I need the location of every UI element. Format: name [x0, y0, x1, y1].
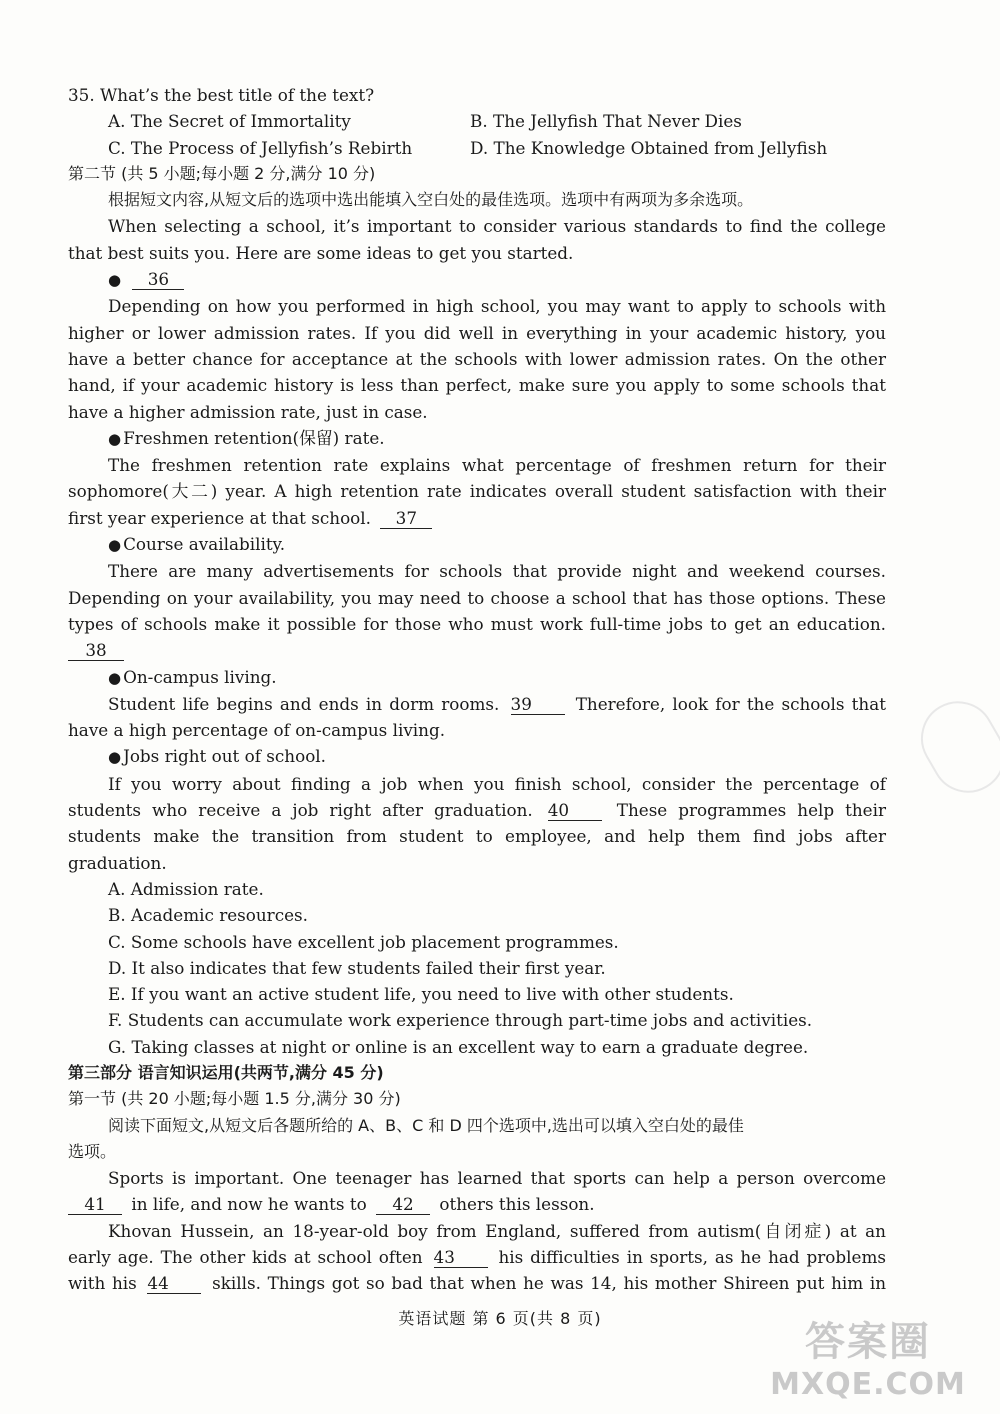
- bullet-icon: ●: [108, 271, 122, 290]
- cloze-text: with his: [68, 1273, 137, 1294]
- section-2-heading: 第二节 (共 5 小题;每小题 2 分,满分 10 分): [68, 163, 376, 183]
- part-3-section-1-heading: 第一节 (共 20 小题;每小题 1.5 分,满分 30 分): [68, 1089, 401, 1109]
- para5-line-1: If you worry about finding a job when you finish school, consider the percentage of: [108, 773, 886, 794]
- heading-course: [68, 531, 886, 558]
- cloze-text: skills. Things got so bad that when he was 14, his mother Shireen put him in: [212, 1273, 886, 1294]
- cloze-text: early age. The other kids at school often: [68, 1247, 423, 1268]
- para2-line-2: sophomore(大二) year. A high retention rate indicates overall student satisfaction with their: [68, 481, 886, 502]
- part-3-heading: 第三部分 语言知识运用(共两节,满分 45 分): [68, 1062, 384, 1082]
- para4-line-1: [68, 691, 886, 717]
- choice-c: C. Some schools have excellent job placement programmes.: [108, 931, 619, 952]
- section-2-instruction: 根据短文内容,从短文后的选项中选出能填入空白处的最佳选项。选项中有两项为多余选项。: [108, 190, 754, 210]
- cloze-text: his difficulties in sports, as he had problems: [498, 1247, 886, 1268]
- choice-g: G. Taking classes at night or online is an excellent way to earn a graduate degree.: [108, 1036, 809, 1057]
- para4-text-a: Student life begins and ends in dorm rooms.: [108, 693, 500, 714]
- option-d: D. The Knowledge Obtained from Jellyfish: [470, 137, 828, 158]
- heading-text: On-campus living.: [123, 666, 277, 687]
- blank-39: 39: [511, 695, 565, 715]
- cloze-text: others this lesson.: [439, 1194, 595, 1215]
- para2-text: first year experience at that school.: [68, 507, 371, 528]
- intro-line-1: When selecting a school, it’s important to consider various standards to find the college: [108, 216, 886, 237]
- cloze-line-2: [68, 1191, 886, 1217]
- para3-line-3: types of schools make it possible for those who must work full-time jobs to get an education.: [68, 613, 886, 634]
- watermark-line-2: MXQE.COM: [770, 1367, 966, 1402]
- para4-line-2: have a high percentage of on-campus living.: [68, 720, 446, 741]
- para4-text-b: Therefore, look for the schools that: [575, 693, 886, 714]
- para3-line-2: Depending on your availability, you may need to choose a school that has those options. These: [68, 587, 886, 608]
- blank-40: 40: [548, 801, 602, 821]
- part-3-instruction-1: 阅读下面短文,从短文后各题所给的 A、B、C 和 D 四个选项中,选出可以填入空白处的最佳: [108, 1115, 744, 1135]
- blank-36: 36: [132, 270, 184, 290]
- heading-36: [68, 266, 886, 293]
- watermark-line-1: 答案圈: [805, 1319, 931, 1365]
- para5-line-3: students make the transition from student to employee, and help them find jobs after: [68, 826, 886, 847]
- para1-line-1: Depending on how you performed in high school, you may want to apply to schools with: [108, 296, 886, 317]
- blank-43: 43: [434, 1248, 488, 1268]
- heading-text: Jobs right out of school.: [123, 746, 326, 767]
- question-35-stem: 35. What’s the best title of the text?: [68, 85, 375, 105]
- question-35-options-row1: [68, 108, 886, 134]
- bullet-icon: ●: [108, 429, 122, 448]
- intro-line-2: that best suits you. Here are some ideas to get you started.: [68, 242, 574, 263]
- option-b: B. The Jellyfish That Never Dies: [470, 111, 742, 132]
- bullet-icon: ●: [108, 668, 122, 687]
- bullet-icon: ●: [108, 748, 122, 767]
- blank-38: 38: [68, 641, 124, 661]
- option-a: A. The Secret of Immortality: [108, 111, 351, 132]
- cloze-line-1: Sports is important. One teenager has learned that sports can help a person overcome: [108, 1168, 886, 1189]
- para1-line-4: hand, if your academic history is less than perfect, make sure you apply to some schools that: [68, 375, 886, 396]
- para2-line-3: [68, 505, 886, 531]
- question-35-options-row2: [68, 135, 886, 161]
- bullet-icon: ●: [108, 536, 122, 555]
- para5-text-a: students who receive a job right after graduation.: [68, 800, 533, 821]
- option-c: C. The Process of Jellyfish’s Rebirth: [108, 137, 413, 158]
- choice-d: D. It also indicates that few students failed their first year.: [108, 957, 606, 978]
- para1-line-5: have a higher admission rate, just in case.: [68, 401, 428, 422]
- blank-44: 44: [147, 1274, 201, 1294]
- para5-line-4: graduation.: [68, 852, 167, 873]
- heading-text: Freshmen retention(保留) rate.: [123, 427, 385, 448]
- para5-text-b: These programmes help their: [616, 800, 886, 821]
- choice-f: F. Students can accumulate work experience through part-time jobs and activities.: [108, 1010, 813, 1031]
- para2-line-1: The freshmen retention rate explains what percentage of freshmen return for their: [108, 455, 886, 476]
- cloze-text: in life, and now he wants to: [131, 1194, 367, 1215]
- blank-42: 42: [376, 1195, 430, 1215]
- exam-page: [68, 82, 886, 1297]
- para3-line-4: [68, 637, 886, 663]
- blank-41: 41: [68, 1195, 122, 1215]
- para5-line-2: [68, 797, 886, 823]
- blank-37: 37: [380, 509, 432, 529]
- watermark-logo: [768, 1310, 968, 1410]
- choice-b: B. Academic resources.: [108, 905, 308, 926]
- heading-campus: [68, 664, 886, 691]
- page-footer: 英语试题 第 6 页(共 8 页): [398, 1309, 602, 1328]
- choice-e: E. If you want an active student life, you need to live with other students.: [108, 984, 734, 1005]
- heading-jobs: [68, 743, 886, 770]
- heading-text: Course availability.: [123, 534, 286, 555]
- cloze-line-4: [68, 1244, 886, 1270]
- watermark-stamp-icon: [907, 688, 1000, 806]
- para3-line-1: There are many advertisements for schools that provide night and weekend courses.: [108, 561, 886, 582]
- heading-retention: [68, 425, 886, 452]
- part-3-instruction-2: 选项。: [68, 1141, 117, 1161]
- cloze-line-5: [68, 1270, 886, 1296]
- para1-line-3: have a better chance for acceptance at the schools with lower admission rates. On the other: [68, 348, 886, 369]
- para1-line-2: higher or lower admission rates. If you did well in everything in your academic history, you: [68, 322, 886, 343]
- choice-a: A. Admission rate.: [108, 878, 264, 899]
- cloze-line-3: Khovan Hussein, an 18-year-old boy from England, suffered from autism(自闭症) at an: [108, 1220, 886, 1241]
